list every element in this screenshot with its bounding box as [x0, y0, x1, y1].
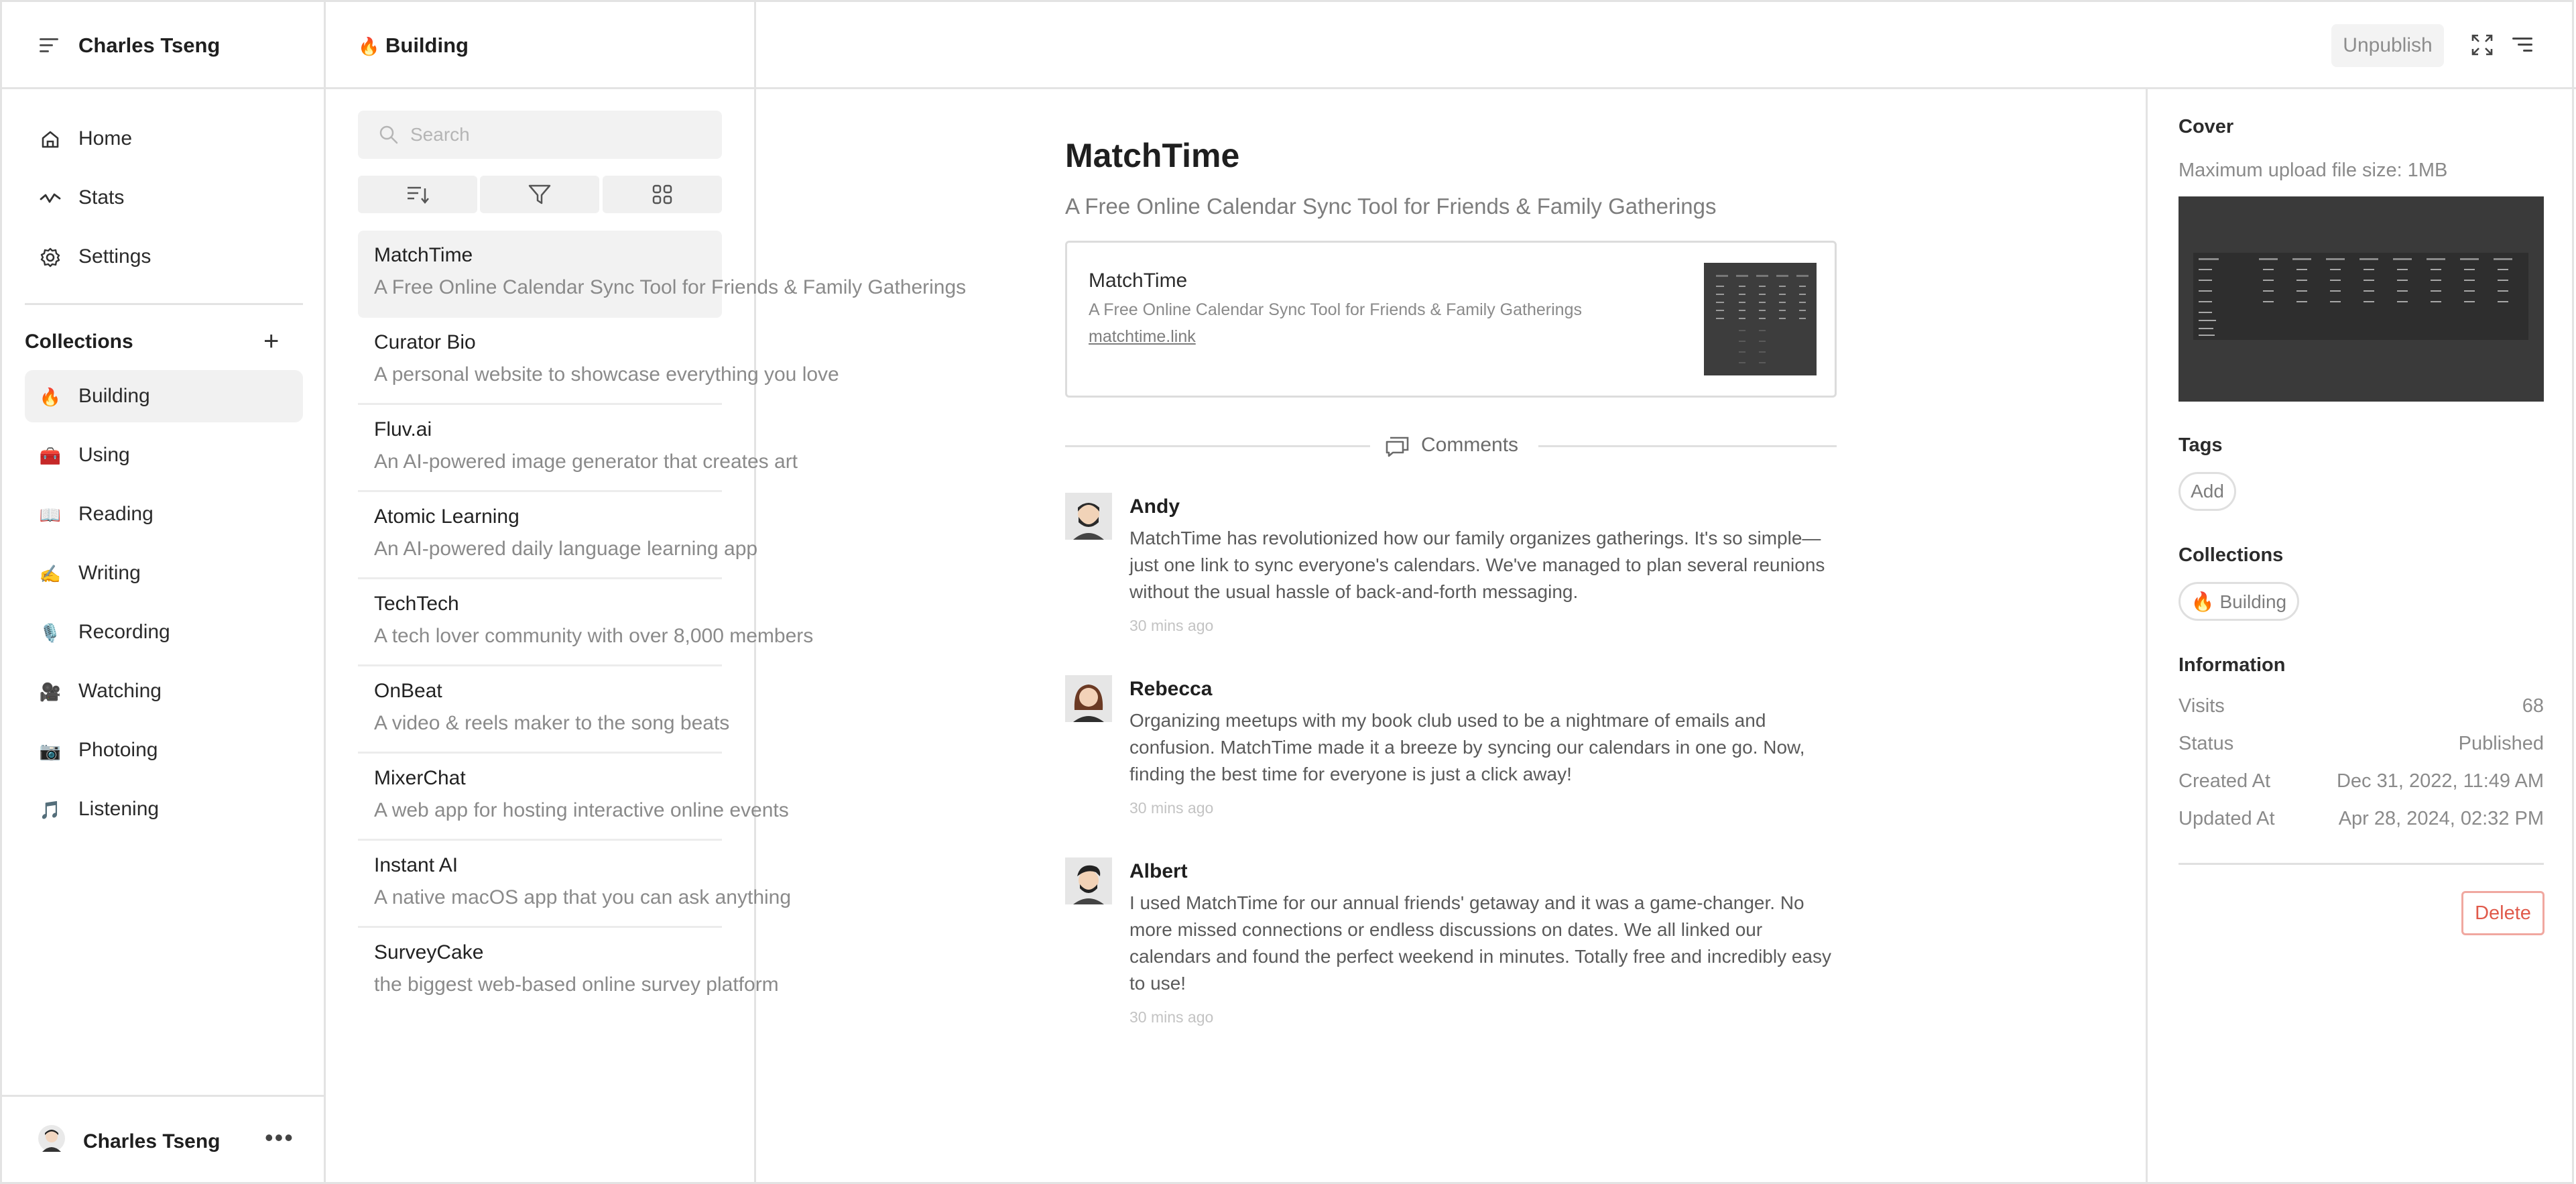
list-item-desc: A web app for hosting interactive online events	[374, 799, 789, 821]
stats-icon	[40, 188, 61, 209]
add-tag-button[interactable]: Add	[2179, 472, 2236, 511]
avatar[interactable]	[38, 1125, 65, 1152]
collection-photoing[interactable]	[25, 724, 303, 776]
comment-text: MatchTime has revolutionized how our family organizes gatherings. It's so simple—just one link to sync everyone's calendars. We've managed to plan several reunions without the usual hassle of back-and-forth messaging.	[1129, 528, 1825, 602]
sidebar-header	[2, 2, 324, 89]
delete-button[interactable]: Delete	[2461, 891, 2544, 935]
info-value: Dec 31, 2022, 11:49 AM	[2336, 770, 2544, 792]
grid-view-button[interactable]	[603, 176, 722, 213]
comment-text: I used MatchTime for our annual friends' getaway and it was a game-changer. No more missed connections or endless discussions on dates. We all linked our calendars and found the perfect weekend in minutes. Totally free and incredibly easy to use!	[1129, 892, 1832, 994]
comment-item	[1065, 857, 1843, 1032]
info-label: Updated At	[2179, 808, 2275, 829]
collection-watching[interactable]	[25, 665, 303, 717]
list-item[interactable]	[358, 928, 779, 1015]
list-item-desc: A tech lover community with over 8,000 members	[374, 625, 814, 647]
info-row-updated	[2179, 808, 2544, 830]
collection-tag[interactable]: 🔥 Building	[2179, 582, 2299, 621]
collection-label: Photoing	[78, 739, 158, 761]
comments-divider-left	[1065, 445, 1370, 447]
sidebar	[2, 2, 326, 1182]
collection-label: Building	[78, 385, 150, 407]
sort-button[interactable]	[358, 176, 477, 213]
info-row-visits	[2179, 695, 2544, 717]
list-item[interactable]	[358, 754, 789, 841]
info-value: Published	[2458, 733, 2544, 754]
information-heading: Information	[2179, 654, 2286, 676]
link-preview-desc: A Free Online Calendar Sync Tool for Friends & Family Gatherings	[1089, 300, 1582, 319]
collection-writing[interactable]	[25, 547, 303, 599]
list-item-desc: An AI-powered daily language learning app	[374, 538, 758, 560]
list-item-title: TechTech	[374, 593, 459, 615]
list-item-desc: A Free Online Calendar Sync Tool for Friends & Family Gatherings	[374, 276, 967, 298]
list-item-desc: A video & reels maker to the song beats	[374, 712, 730, 734]
comments-divider-right	[1538, 445, 1837, 447]
collections-heading: Collections	[2179, 544, 2284, 566]
fire-icon: 🔥	[39, 386, 62, 407]
details-panel	[2146, 89, 2576, 1182]
cover-image[interactable]	[2179, 196, 2544, 402]
main-header	[756, 2, 2576, 89]
comment-time: 30 mins ago	[1129, 1008, 1214, 1026]
comment-icon	[1385, 435, 1410, 458]
nav-home-label: Home	[78, 127, 133, 150]
search-input[interactable]	[358, 111, 722, 159]
list-header	[326, 2, 754, 89]
avatar	[1065, 493, 1112, 540]
list-item-title: Curator Bio	[374, 331, 476, 353]
list-item-title: Instant AI	[374, 854, 458, 876]
settings-icon	[40, 247, 61, 268]
comment-author: Rebecca	[1129, 678, 1213, 700]
comment-text: Organizing meetups with my book club used to be a nightmare of emails and confusion. MatchTime made it a breeze by syncing our calendars in one go. Now, finding the best time for everyone is just a click away!	[1129, 710, 1805, 784]
list-item-title: MixerChat	[374, 767, 466, 789]
nav-stats-label: Stats	[78, 186, 125, 209]
link-preview-thumbnail	[1704, 263, 1817, 375]
collections-heading: Collections	[25, 331, 133, 353]
list-item[interactable]	[358, 492, 758, 579]
nav-home[interactable]	[25, 113, 303, 165]
list-item-title: Fluv.ai	[374, 418, 432, 440]
add-collection-button[interactable]: +	[263, 327, 280, 356]
info-row-created	[2179, 770, 2544, 792]
collection-using[interactable]	[25, 429, 303, 481]
panel-toggle-icon[interactable]	[2512, 36, 2534, 54]
comment-time: 30 mins ago	[1129, 617, 1214, 634]
collection-listening[interactable]	[25, 783, 303, 835]
filter-button[interactable]	[480, 176, 599, 213]
nav-settings[interactable]	[25, 231, 303, 283]
nav-settings-label: Settings	[78, 245, 151, 268]
collection-label: Using	[78, 444, 130, 466]
sort-icon	[406, 184, 429, 204]
info-label: Created At	[2179, 770, 2271, 792]
collection-label: Watching	[78, 680, 162, 702]
filter-icon	[528, 184, 551, 205]
list-item-title: Atomic Learning	[374, 506, 519, 528]
info-value: 68	[2522, 695, 2544, 717]
collection-label: Listening	[78, 798, 160, 820]
avatar	[1065, 857, 1112, 904]
list-item-title: MatchTime	[374, 244, 473, 266]
list-item-title: SurveyCake	[374, 941, 484, 963]
camera-icon: 📷	[39, 740, 62, 761]
page-title: MatchTime	[1065, 137, 1240, 174]
expand-icon[interactable]	[2471, 34, 2494, 56]
panel-divider	[2179, 863, 2544, 865]
comment-time: 30 mins ago	[1129, 799, 1214, 817]
list-item[interactable]	[358, 405, 798, 492]
toolbox-icon: 🧰	[39, 445, 62, 466]
collection-title	[358, 34, 469, 58]
home-icon	[40, 129, 61, 150]
comment-author: Albert	[1129, 860, 1188, 882]
list-item[interactable]	[358, 579, 814, 666]
list-item-desc: the biggest web-based online survey platform	[374, 973, 779, 996]
list-item[interactable]	[358, 318, 839, 405]
collection-reading[interactable]	[25, 488, 303, 540]
list-item[interactable]	[358, 841, 792, 928]
collection-building[interactable]	[25, 370, 303, 422]
list-item[interactable]	[358, 231, 967, 318]
writing-hand-icon: ✍️	[39, 563, 62, 584]
list-item-title: OnBeat	[374, 680, 442, 702]
list-item-desc: A personal website to showcase everything you love	[374, 363, 839, 386]
info-row-status	[2179, 733, 2544, 755]
info-label: Visits	[2179, 695, 2225, 717]
list-item[interactable]	[358, 666, 730, 754]
comment-item	[1065, 675, 1843, 823]
collection-label: Reading	[78, 503, 154, 525]
microphone-icon: 🎙️	[39, 622, 62, 643]
list-item-desc: A native macOS app that you can ask anything	[374, 886, 792, 908]
info-label: Status	[2179, 733, 2234, 754]
page-subtitle: A Free Online Calendar Sync Tool for Friends & Family Gatherings	[1065, 194, 1717, 219]
fire-icon: 🔥	[358, 36, 380, 56]
search-icon	[378, 124, 400, 145]
cover-heading: Cover	[2179, 116, 2234, 137]
comments-heading: Comments	[1421, 434, 1519, 456]
unpublish-button[interactable]: Unpublish	[2331, 24, 2444, 67]
sidebar-footer	[2, 1095, 324, 1182]
collection-recording[interactable]	[25, 606, 303, 658]
user-name: Charles Tseng	[83, 1130, 221, 1152]
video-camera-icon: 🎥	[39, 681, 62, 702]
search-placeholder: Search	[410, 124, 470, 145]
link-preview-title: MatchTime	[1089, 270, 1188, 292]
more-options-button[interactable]: •••	[265, 1124, 294, 1151]
workspace-title: Charles Tseng	[78, 34, 221, 57]
cover-note: Maximum upload file size: 1MB	[2179, 160, 2448, 181]
link-preview-card[interactable]	[1065, 241, 1837, 398]
collection-title-label: Building	[385, 34, 469, 57]
collection-label: Writing	[78, 562, 141, 584]
tags-heading: Tags	[2179, 434, 2223, 456]
link-preview-url[interactable]: matchtime.link	[1089, 327, 1196, 346]
comment-author: Andy	[1129, 495, 1180, 518]
grid-icon	[652, 184, 673, 205]
item-list-panel	[326, 2, 967, 1182]
music-note-icon: 🎵	[39, 799, 62, 820]
list-item-desc: An AI-powered image generator that creates art	[374, 451, 798, 473]
sidebar-divider	[25, 303, 303, 305]
nav-stats[interactable]	[25, 172, 303, 224]
comment-item	[1065, 493, 1843, 640]
info-value: Apr 28, 2024, 02:32 PM	[2338, 808, 2544, 829]
book-icon: 📖	[39, 504, 62, 525]
collection-label: Recording	[78, 621, 170, 643]
menu-icon[interactable]	[40, 37, 60, 54]
avatar	[1065, 675, 1112, 722]
